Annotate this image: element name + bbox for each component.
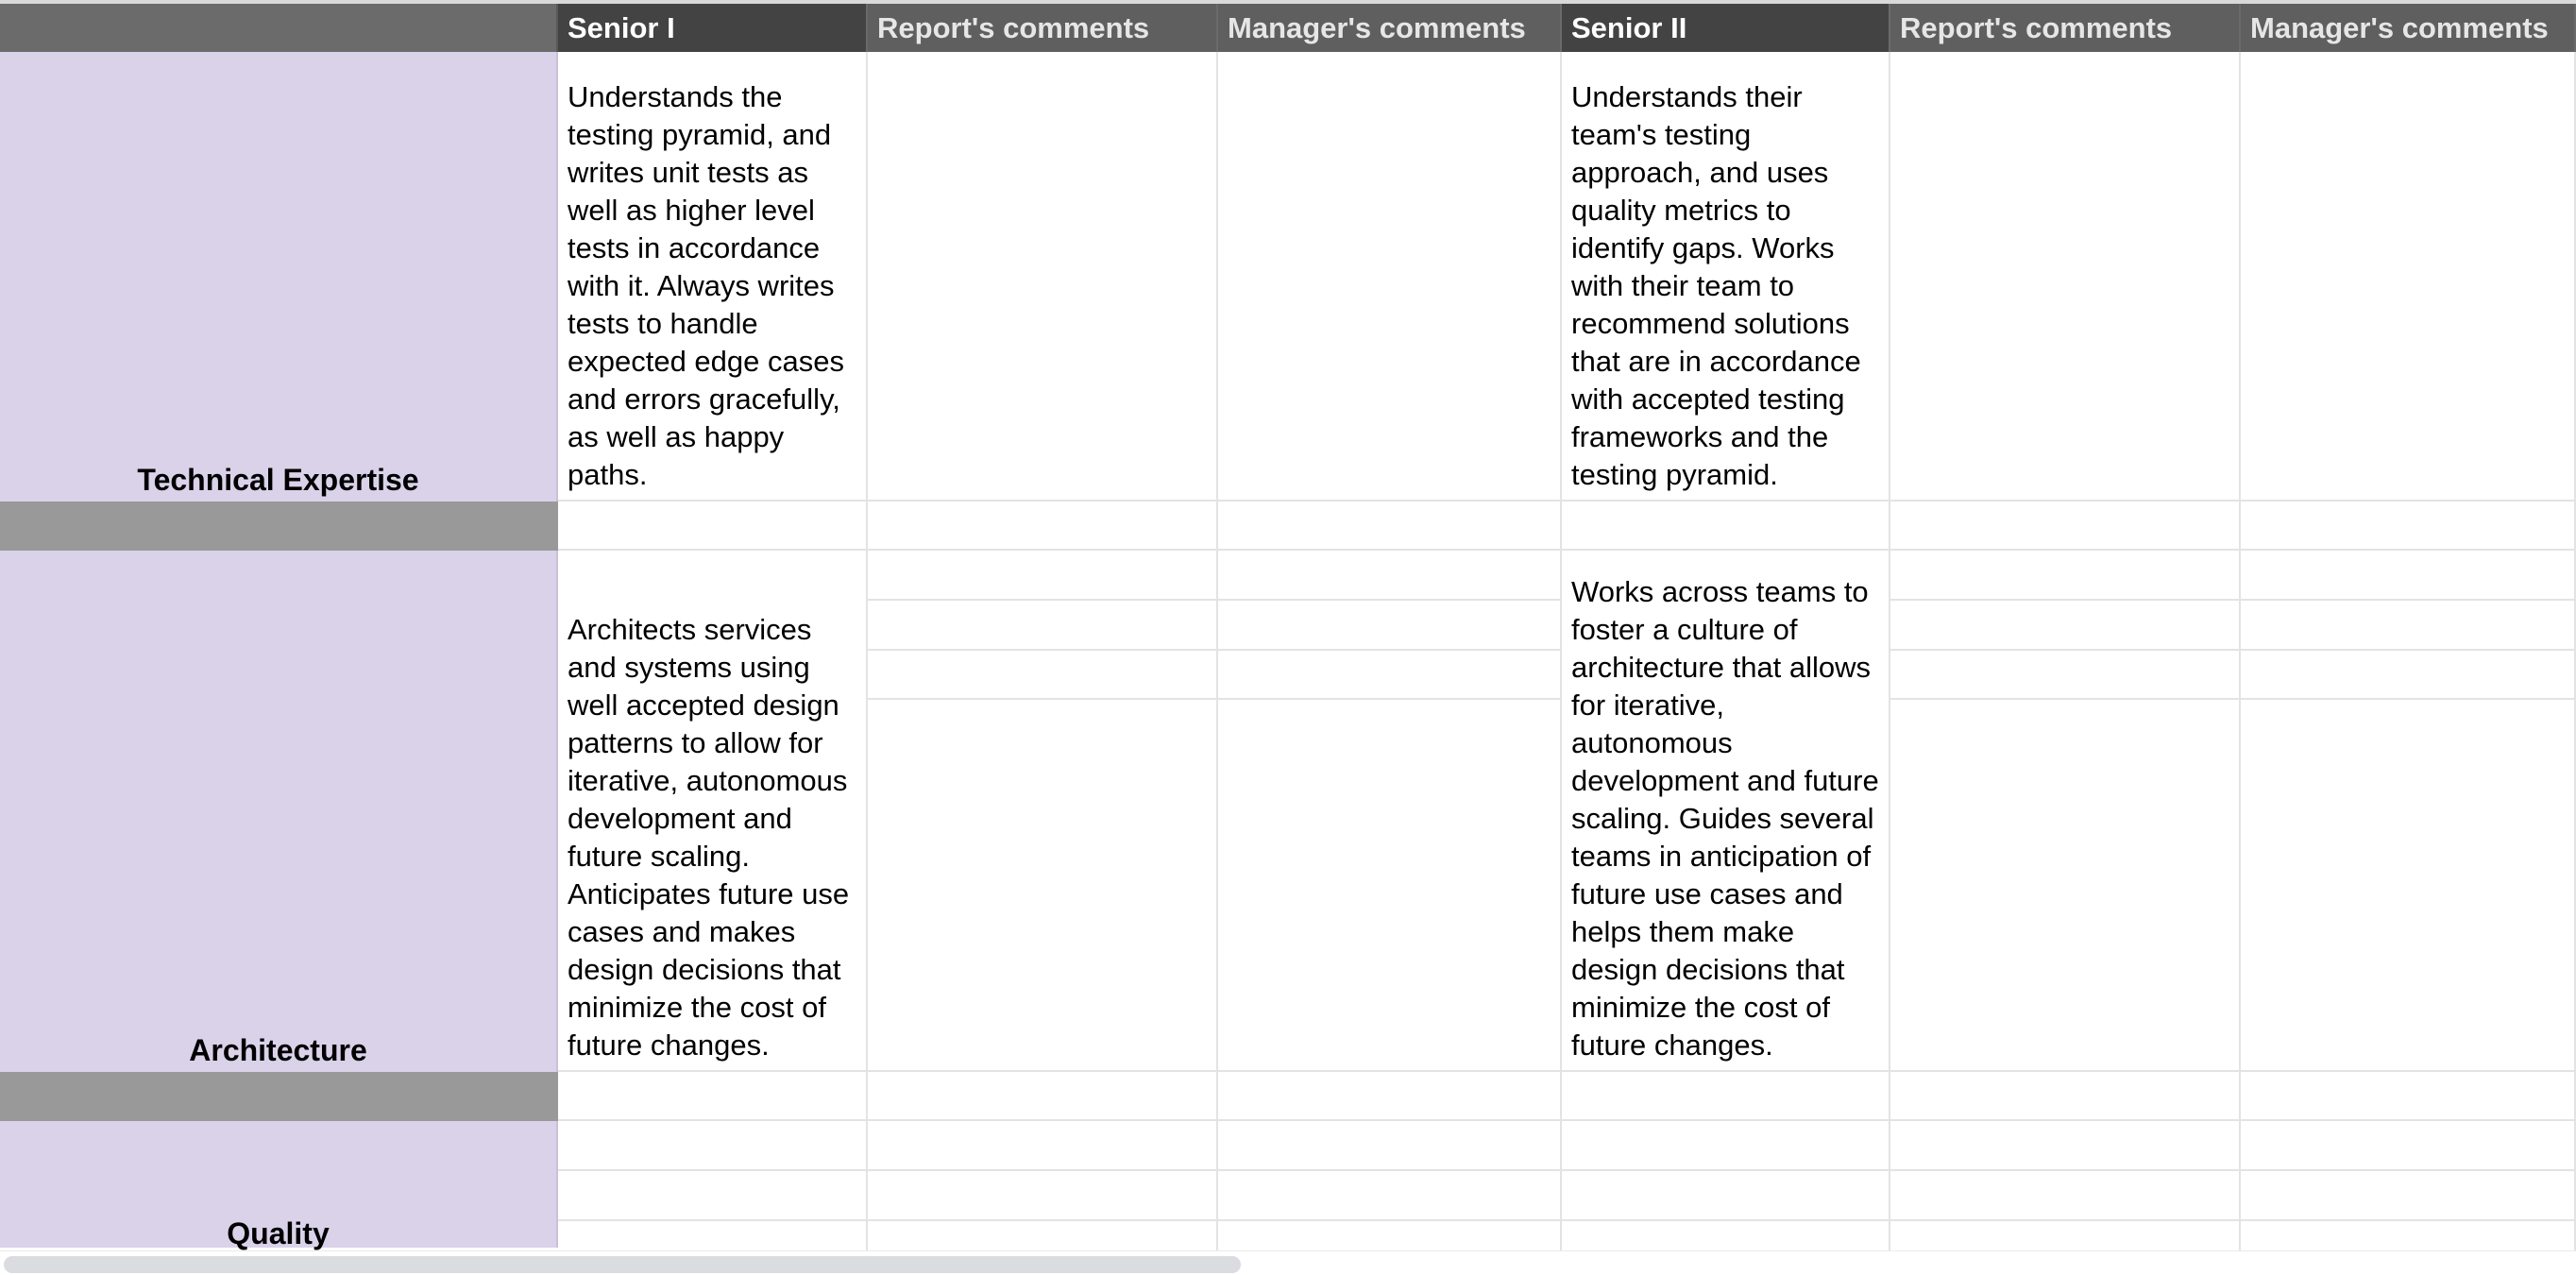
manager-comment-cell[interactable] [1218,52,1562,502]
manager-comment-cell[interactable] [1218,700,1562,1072]
sheet-grid [0,4,2576,1271]
manager-comment-cell[interactable] [1218,551,1562,601]
report-comment-cell[interactable] [1890,52,2241,502]
manager-comment-cell[interactable] [1218,651,1562,700]
separator-cell[interactable] [0,502,558,551]
report-comment-cell[interactable] [868,651,1218,700]
report-comment-cell[interactable] [1890,651,2241,700]
senior-ii-architecture-text: Works across teams to foster a culture of architecture that allows for iterative, autonomous development and future scaling. Guides several teams in anticipation of future use cases and helps them make design decisions that minimize the cost of future changes. [1571,575,1879,1062]
empty-cell[interactable] [868,502,1218,551]
empty-cell[interactable] [1218,1171,1562,1221]
empty-cell[interactable] [558,1171,868,1221]
empty-cell[interactable] [1890,1072,2241,1121]
report-comment-cell[interactable] [868,551,1218,601]
manager-comment-cell[interactable] [2241,551,2576,601]
header-manager-comments-1[interactable]: Manager's comments [1218,4,1562,52]
report-comment-cell[interactable] [1890,601,2241,651]
empty-cell[interactable] [868,1121,1218,1171]
header-report-comments-2[interactable]: Report's comments [1890,4,2241,52]
empty-cell[interactable] [2241,1171,2576,1221]
empty-cell[interactable] [1562,1171,1890,1221]
manager-comment-cell[interactable] [1218,601,1562,651]
horizontal-scrollbar-thumb[interactable] [4,1256,1241,1273]
report-comment-cell[interactable] [868,700,1218,1072]
empty-cell[interactable] [868,1171,1218,1221]
header-senior-i[interactable]: Senior I [558,4,868,52]
empty-cell[interactable] [1218,1072,1562,1121]
empty-cell[interactable] [1890,1171,2241,1221]
empty-cell[interactable] [558,502,868,551]
senior-i-technical-text: Understands the testing pyramid, and writes unit tests as well as higher level tests in accordance with it. Always writes tests to handle expected edge cases and errors gracefully, as well as happy paths. [568,80,844,491]
separator-cell[interactable] [0,1072,558,1121]
category-architecture[interactable]: Architecture [0,551,558,1072]
empty-cell[interactable] [558,1072,868,1121]
empty-cell[interactable] [558,1121,868,1171]
empty-cell[interactable] [2241,502,2576,551]
report-comment-cell[interactable] [1890,700,2241,1072]
empty-cell[interactable] [2241,1072,2576,1121]
senior-i-architecture-description[interactable] [558,551,868,1072]
report-comment-cell[interactable] [868,52,1218,502]
category-quality[interactable]: Quality [0,1121,558,1248]
manager-comment-cell[interactable] [2241,700,2576,1072]
header-manager-comments-2[interactable]: Manager's comments [2241,4,2576,52]
empty-cell[interactable] [1890,502,2241,551]
empty-cell[interactable] [2241,1121,2576,1171]
header-report-comments-1[interactable]: Report's comments [868,4,1218,52]
senior-ii-technical-description[interactable] [1562,52,1890,502]
header-corner-cell[interactable] [0,4,558,52]
empty-cell[interactable] [1562,1121,1890,1171]
report-comment-cell[interactable] [868,601,1218,651]
empty-cell[interactable] [1890,1121,2241,1171]
category-technical-expertise[interactable]: Technical Expertise [0,52,558,502]
senior-i-technical-description[interactable] [558,52,868,502]
empty-cell[interactable] [1562,1072,1890,1121]
empty-cell[interactable] [1218,502,1562,551]
report-comment-cell[interactable] [1890,551,2241,601]
empty-cell[interactable] [868,1072,1218,1121]
header-senior-ii[interactable]: Senior II [1562,4,1890,52]
senior-i-architecture-text: Architects services and systems using well accepted design patterns to allow for iterative, autonomous development and future scaling. Anticipates future use cases and makes design decisions that minimize the cost of future changes. [568,613,850,1062]
empty-cell[interactable] [1218,1121,1562,1171]
manager-comment-cell[interactable] [2241,52,2576,502]
senior-ii-technical-text: Understands their team's testing approach, and uses quality metrics to identify gaps. Works with their team to recommend solutions that are in accordance with accepted testing frameworks and the testing pyramid. [1571,80,1861,491]
manager-comment-cell[interactable] [2241,651,2576,700]
senior-ii-architecture-description[interactable] [1562,551,1890,1072]
manager-comment-cell[interactable] [2241,601,2576,651]
empty-cell[interactable] [1562,502,1890,551]
